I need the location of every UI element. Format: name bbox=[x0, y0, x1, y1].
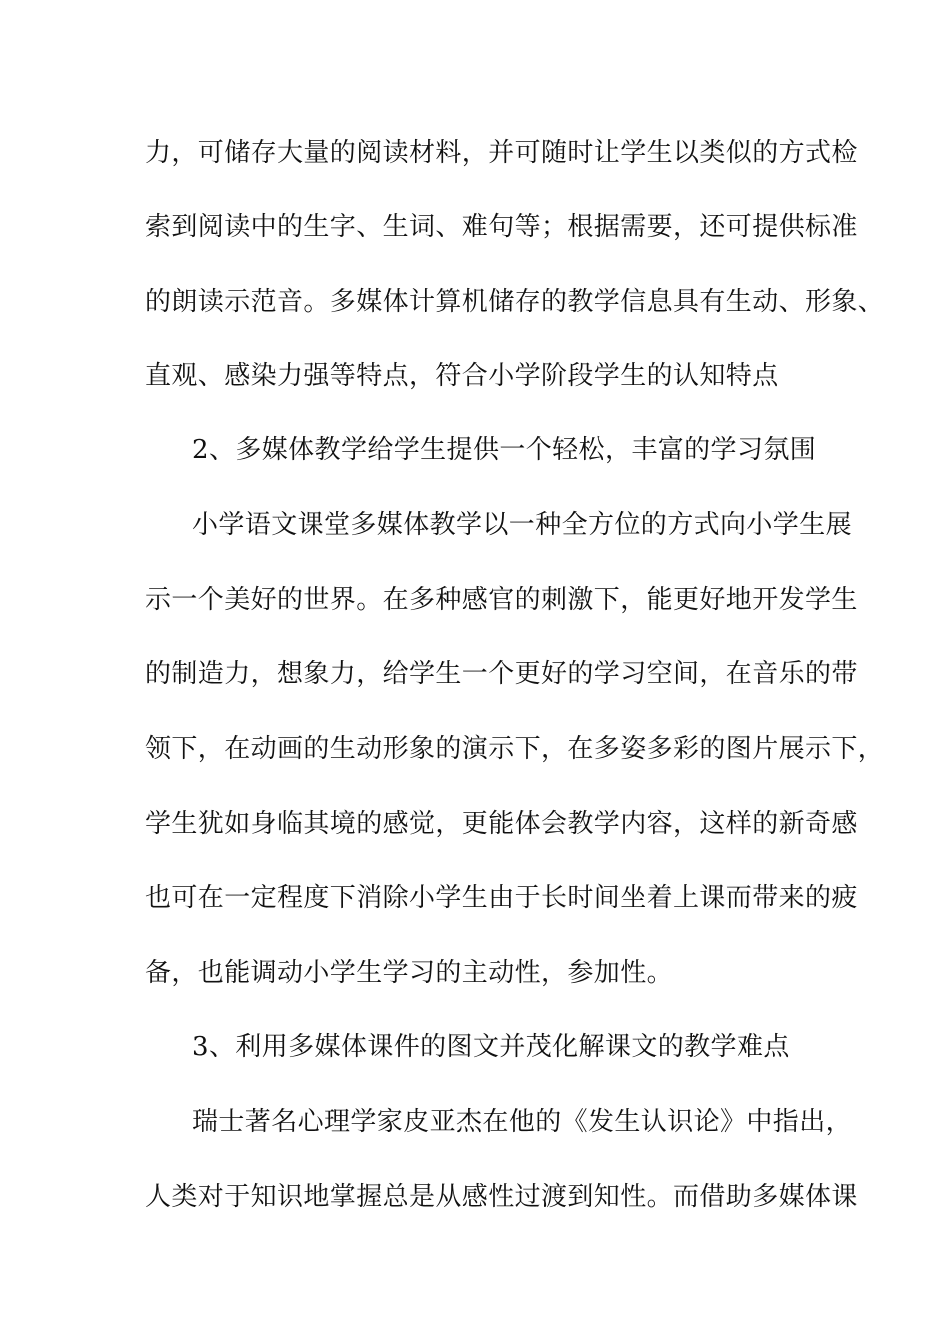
section-heading: 2、多媒体教学给学生提供一个轻松，丰富的学习氛围 bbox=[192, 435, 817, 465]
text-line: 领下，在动画的生动形象的演示下，在多姿多彩的图片展示下， bbox=[145, 734, 885, 764]
text-line: 的朗读示范音。多媒体计算机储存的教学信息具有生动、形象、 bbox=[145, 287, 885, 317]
text-line: 也可在一定程度下消除小学生由于长时间坐着上课而带来的疲 bbox=[145, 883, 858, 913]
text-line: 直观、感染力强等特点，符合小学阶段学生的认知特点 bbox=[145, 361, 779, 391]
text-line: 备，也能调动小学生学习的主动性，参加性。 bbox=[145, 958, 674, 988]
text-line: 小学语文课堂多媒体教学以一种全方位的方式向小学生展 bbox=[192, 510, 853, 540]
text-line: 人类对于知识地掌握总是从感性过渡到知性。而借助多媒体课 bbox=[145, 1182, 858, 1212]
section-heading: 3、利用多媒体课件的图文并茂化解课文的教学难点 bbox=[192, 1032, 790, 1062]
text-line: 的制造力，想象力，给学生一个更好的学习空间，在音乐的带 bbox=[145, 659, 858, 689]
text-line: 瑞士著名心理学家皮亚杰在他的《发生认识论》中指出， bbox=[192, 1107, 853, 1137]
text-line: 力，可储存大量的阅读材料，并可随时让学生以类似的方式检 bbox=[145, 138, 858, 168]
text-line: 示一个美好的世界。在多种感官的刺激下，能更好地开发学生 bbox=[145, 585, 858, 615]
text-line: 学生犹如身临其境的感觉，更能体会教学内容，这样的新奇感 bbox=[145, 809, 858, 839]
text-line: 索到阅读中的生字、生词、难句等；根据需要，还可提供标准 bbox=[145, 212, 858, 242]
